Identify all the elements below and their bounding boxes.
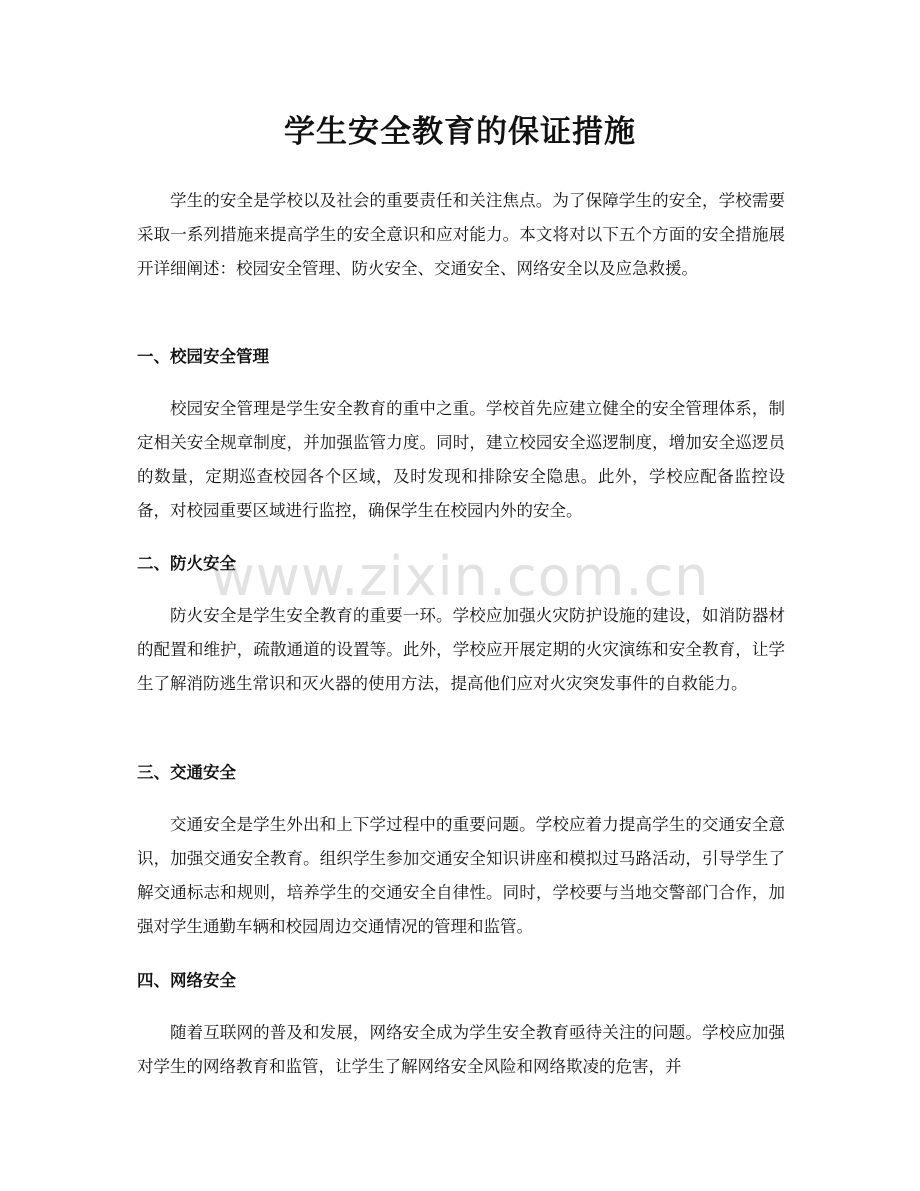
section-body-fire-safety: 防火安全是学生安全教育的重要一环。学校应加强火灾防护设施的建设，如消防器材的配置和维护，疏散通道的设置等。此外，学校应开展定期的火灾演练和安全教育，让学生了解消防逃生常识和灭火器的使用方法，提高他们应对火灾突发事件的自救能力。: [137, 606, 785, 693]
section-heading-campus-safety: 一、校园安全管理: [137, 347, 269, 366]
intro-paragraph: 学生的安全是学校以及社会的重要责任和关注焦点。为了保障学生的安全，学校需要采取一系列措施来提高学生的安全意识和应对能力。本文将对以下五个方面的安全措施展开详细阐述：校园安全管理、防火安全、交通安全、网络安全以及应急救援。: [137, 191, 785, 278]
section-body-campus-safety: 校园安全管理是学生安全教育的重中之重。学校首先应建立健全的安全管理体系，制定相关安全规章制度，并加强监管力度。同时，建立校园安全巡逻制度，增加安全巡逻员的数量，定期巡查校园各个区域，及时发现和排除安全隐患。此外，学校应配备监控设备，对校园重要区域进行监控，确保学生在校园内外的安全。: [137, 399, 785, 520]
section-body-network-safety: 随着互联网的普及和发展，网络安全成为学生安全教育亟待关注的问题。学校应加强对学生的网络教育和监管，让学生了解网络安全风险和网络欺凌的危害，并: [137, 1023, 785, 1076]
section-body-traffic-safety: 交通安全是学生外出和上下学过程中的重要问题。学校应着力提高学生的交通安全意识，加强交通安全教育。组织学生参加交通安全知识讲座和模拟过马路活动，引导学生了解交通标志和规则，培养学生的交通安全自律性。同时，学校要与当地交警部门合作，加强对学生通勤车辆和校园周边交通情况的管理和监管。: [137, 815, 785, 936]
section-heading-traffic-safety: 三、交通安全: [137, 763, 236, 782]
section-heading-fire-safety: 二、防火安全: [137, 554, 236, 573]
section-heading-network-safety: 四、网络安全: [137, 971, 236, 990]
watermark: www.zixin.com.cn: [210, 545, 710, 608]
page-title: 学生安全教育的保证措施: [284, 114, 636, 150]
